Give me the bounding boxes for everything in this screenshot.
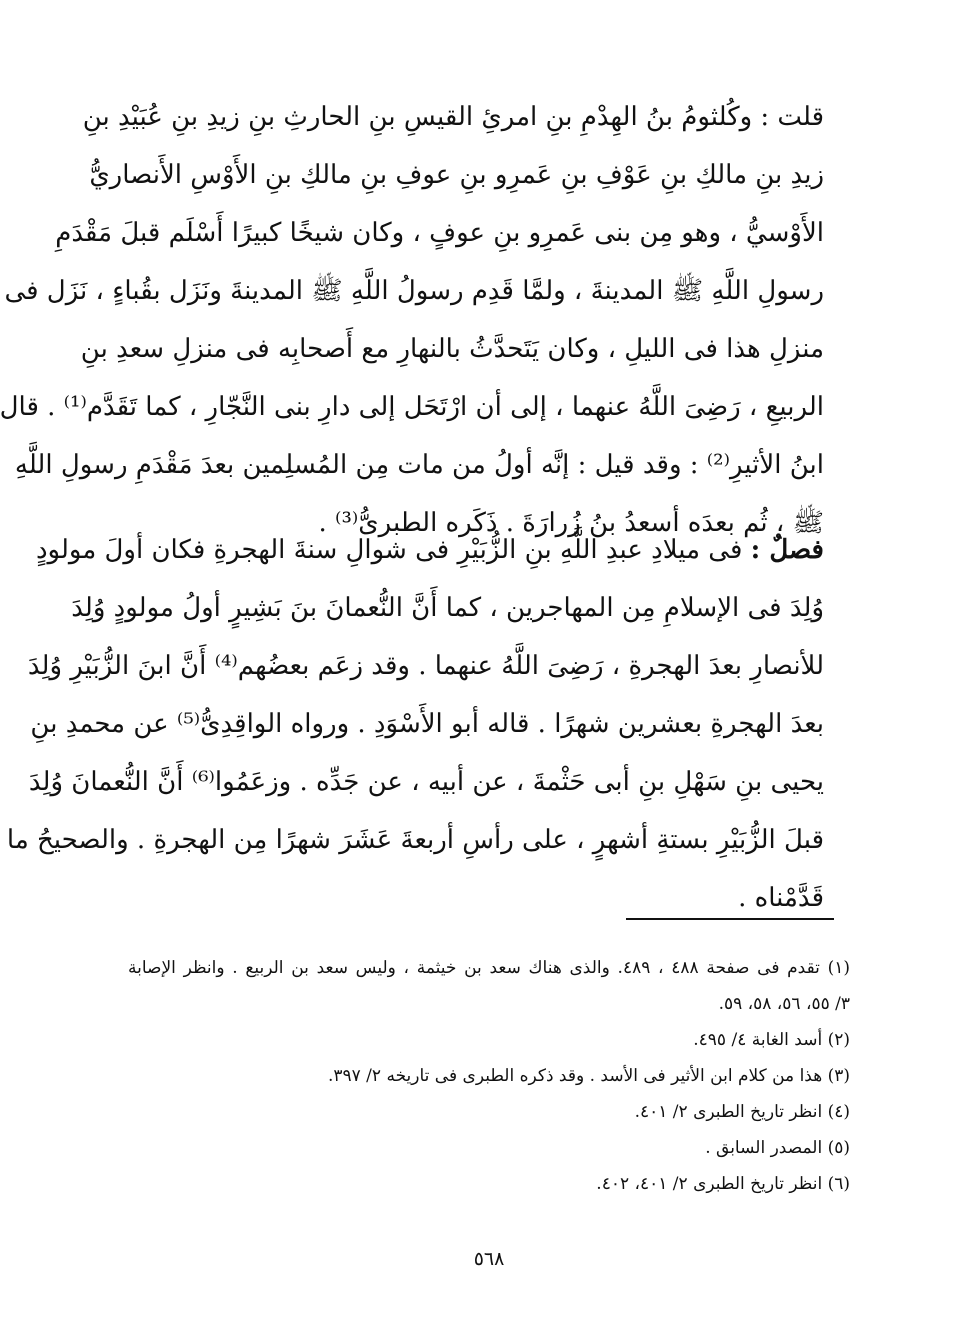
footnote-line: ٣/ ٥٥، ٥٦، ٥٨، ٥٩. xyxy=(718,994,850,1014)
footnote-line: (٢) أسد الغابة ٤/ ٤٩٥. xyxy=(693,1030,850,1050)
section-heading: فصلٌ : xyxy=(750,535,824,565)
text-line-first xyxy=(35,521,824,579)
footnotes xyxy=(128,950,850,1202)
footnote-line: (١) تقدم فى صفحة ٤٨٨ ، ٤٨٩. والذى هناك سعد بن خيثمة ، وليس سعد بن الربيع . وانظر الإصابة xyxy=(128,958,851,978)
text-line: قَدَّمْناه . xyxy=(738,883,824,913)
paragraph-2 xyxy=(6,521,824,927)
text-line: وُلِدَ فى الإسلامِ مِن المهاجرين ، كما أَنَّ النُّعمانَ بنَ بَشِيرٍ أولُ مولودٍ وُلِدَ xyxy=(71,593,824,623)
text-line: الأَوْسيُّ ، وهو مِن بنى عَمرِو بنِ عوفٍ ، وكان شيخًا كبيرًا أَسْلَم قبلَ مَقْدَمِ xyxy=(55,218,824,248)
text-line: للأنصارِ بعدَ الهجرةِ ، رَضِىَ اللَّهُ عنهما . وقد زعَم بعضُهم⁽⁴⁾ أَنَّ ابنَ الزُّبَيْرِ وُلِدَ xyxy=(27,651,824,681)
text-line: بعدَ الهجرةِ بعشرين شهرًا . قاله أبو الأَسْوَدِ . ورواه الواقِدِىُّ⁽⁵⁾ عن محمدِ بنِ xyxy=(30,709,824,739)
footnote-line: (٦) انظر تاريخ الطبرى ٢/ ٤٠١، ٤٠٢. xyxy=(596,1174,850,1194)
text-line: ﷺ ، ثُم بعدَه أسعدُ بنُ زُرارَةَ . ذَكَره الطبرىُّ⁽³⁾ . xyxy=(318,508,824,538)
footnote-line: (٣) هذا من كلام ابن الأثير فى الأسد . وقد ذكره الطبرى فى تاريخه ٢/ ٣٩٧. xyxy=(327,1066,850,1086)
footnote-line: (٥) المصدر السابق . xyxy=(705,1138,850,1158)
text-line: زيدِ بنِ مالكِ بنِ عَوْفِ بنِ عَمرِو بنِ عوفِ بنِ مالكِ بنِ الأَوْسِ الأَنصاريُّ xyxy=(89,160,824,190)
text-line: رسولِ اللَّهِ ﷺ المدينةَ ، ولمَّا قَدِم رسولُ اللَّهِ ﷺ المدينةَ ونَزَل بقُباءٍ ، نَزَل فى xyxy=(4,276,824,306)
text-line: منزلِ هذا فى الليلِ ، وكان يَتَحدَّثُ بالنهارِ مع أَصحابِه فى منزلِ سعدِ بنِ xyxy=(80,334,824,364)
text-line: قبلَ الزُّبَيْرِ بستةِ أشهرٍ ، على رأسِ أربعةَ عَشَرَ شهرًا مِن الهجرةِ . والصحيحُ ما xyxy=(6,825,824,855)
footnote-separator xyxy=(626,918,834,920)
text-line-rest: فى ميلادِ عبدِ اللَّهِ بنِ الزُّبَيْرِ فى شوالِ سنةَ الهجرةِ فكان أولَ مولودٍ xyxy=(35,535,743,565)
page-number: ٥٦٨ xyxy=(473,1248,505,1270)
text-line: ابنُ الأثيرِ⁽²⁾ : وقد قيل : إنَّه أولُ من مات مِن المُسلِمين بعدَ مَقْدَمِ رسولِ اللَّهِ xyxy=(14,450,824,480)
paragraph-1 xyxy=(0,88,824,552)
text-line: يحيى بنِ سَهْلِ بنِ أبى حَثْمةَ ، عن أبيه ، عن جَدِّه . وزعَمُوا⁽⁶⁾ أَنَّ النُّعمانَ وُلِدَ xyxy=(28,767,824,797)
text-line: قلت : وكُلثومُ بنُ الهِدْمِ بنِ امرئِ القيسِ بنِ الحارثِ بنِ زيدِ بنِ عُبَيْدِ بنِ xyxy=(82,102,824,132)
footnote-line: (٤) انظر تاريخ الطبرى ٢/ ٤٠١. xyxy=(634,1102,850,1122)
text-line: الربيعِ ، رَضِىَ اللَّهُ عنهما ، إلى أن ارْتَحَل إلى دارِ بنى النَّجّارِ ، كما تَقَدَّم⁽¹⁾ . قال xyxy=(0,392,824,422)
